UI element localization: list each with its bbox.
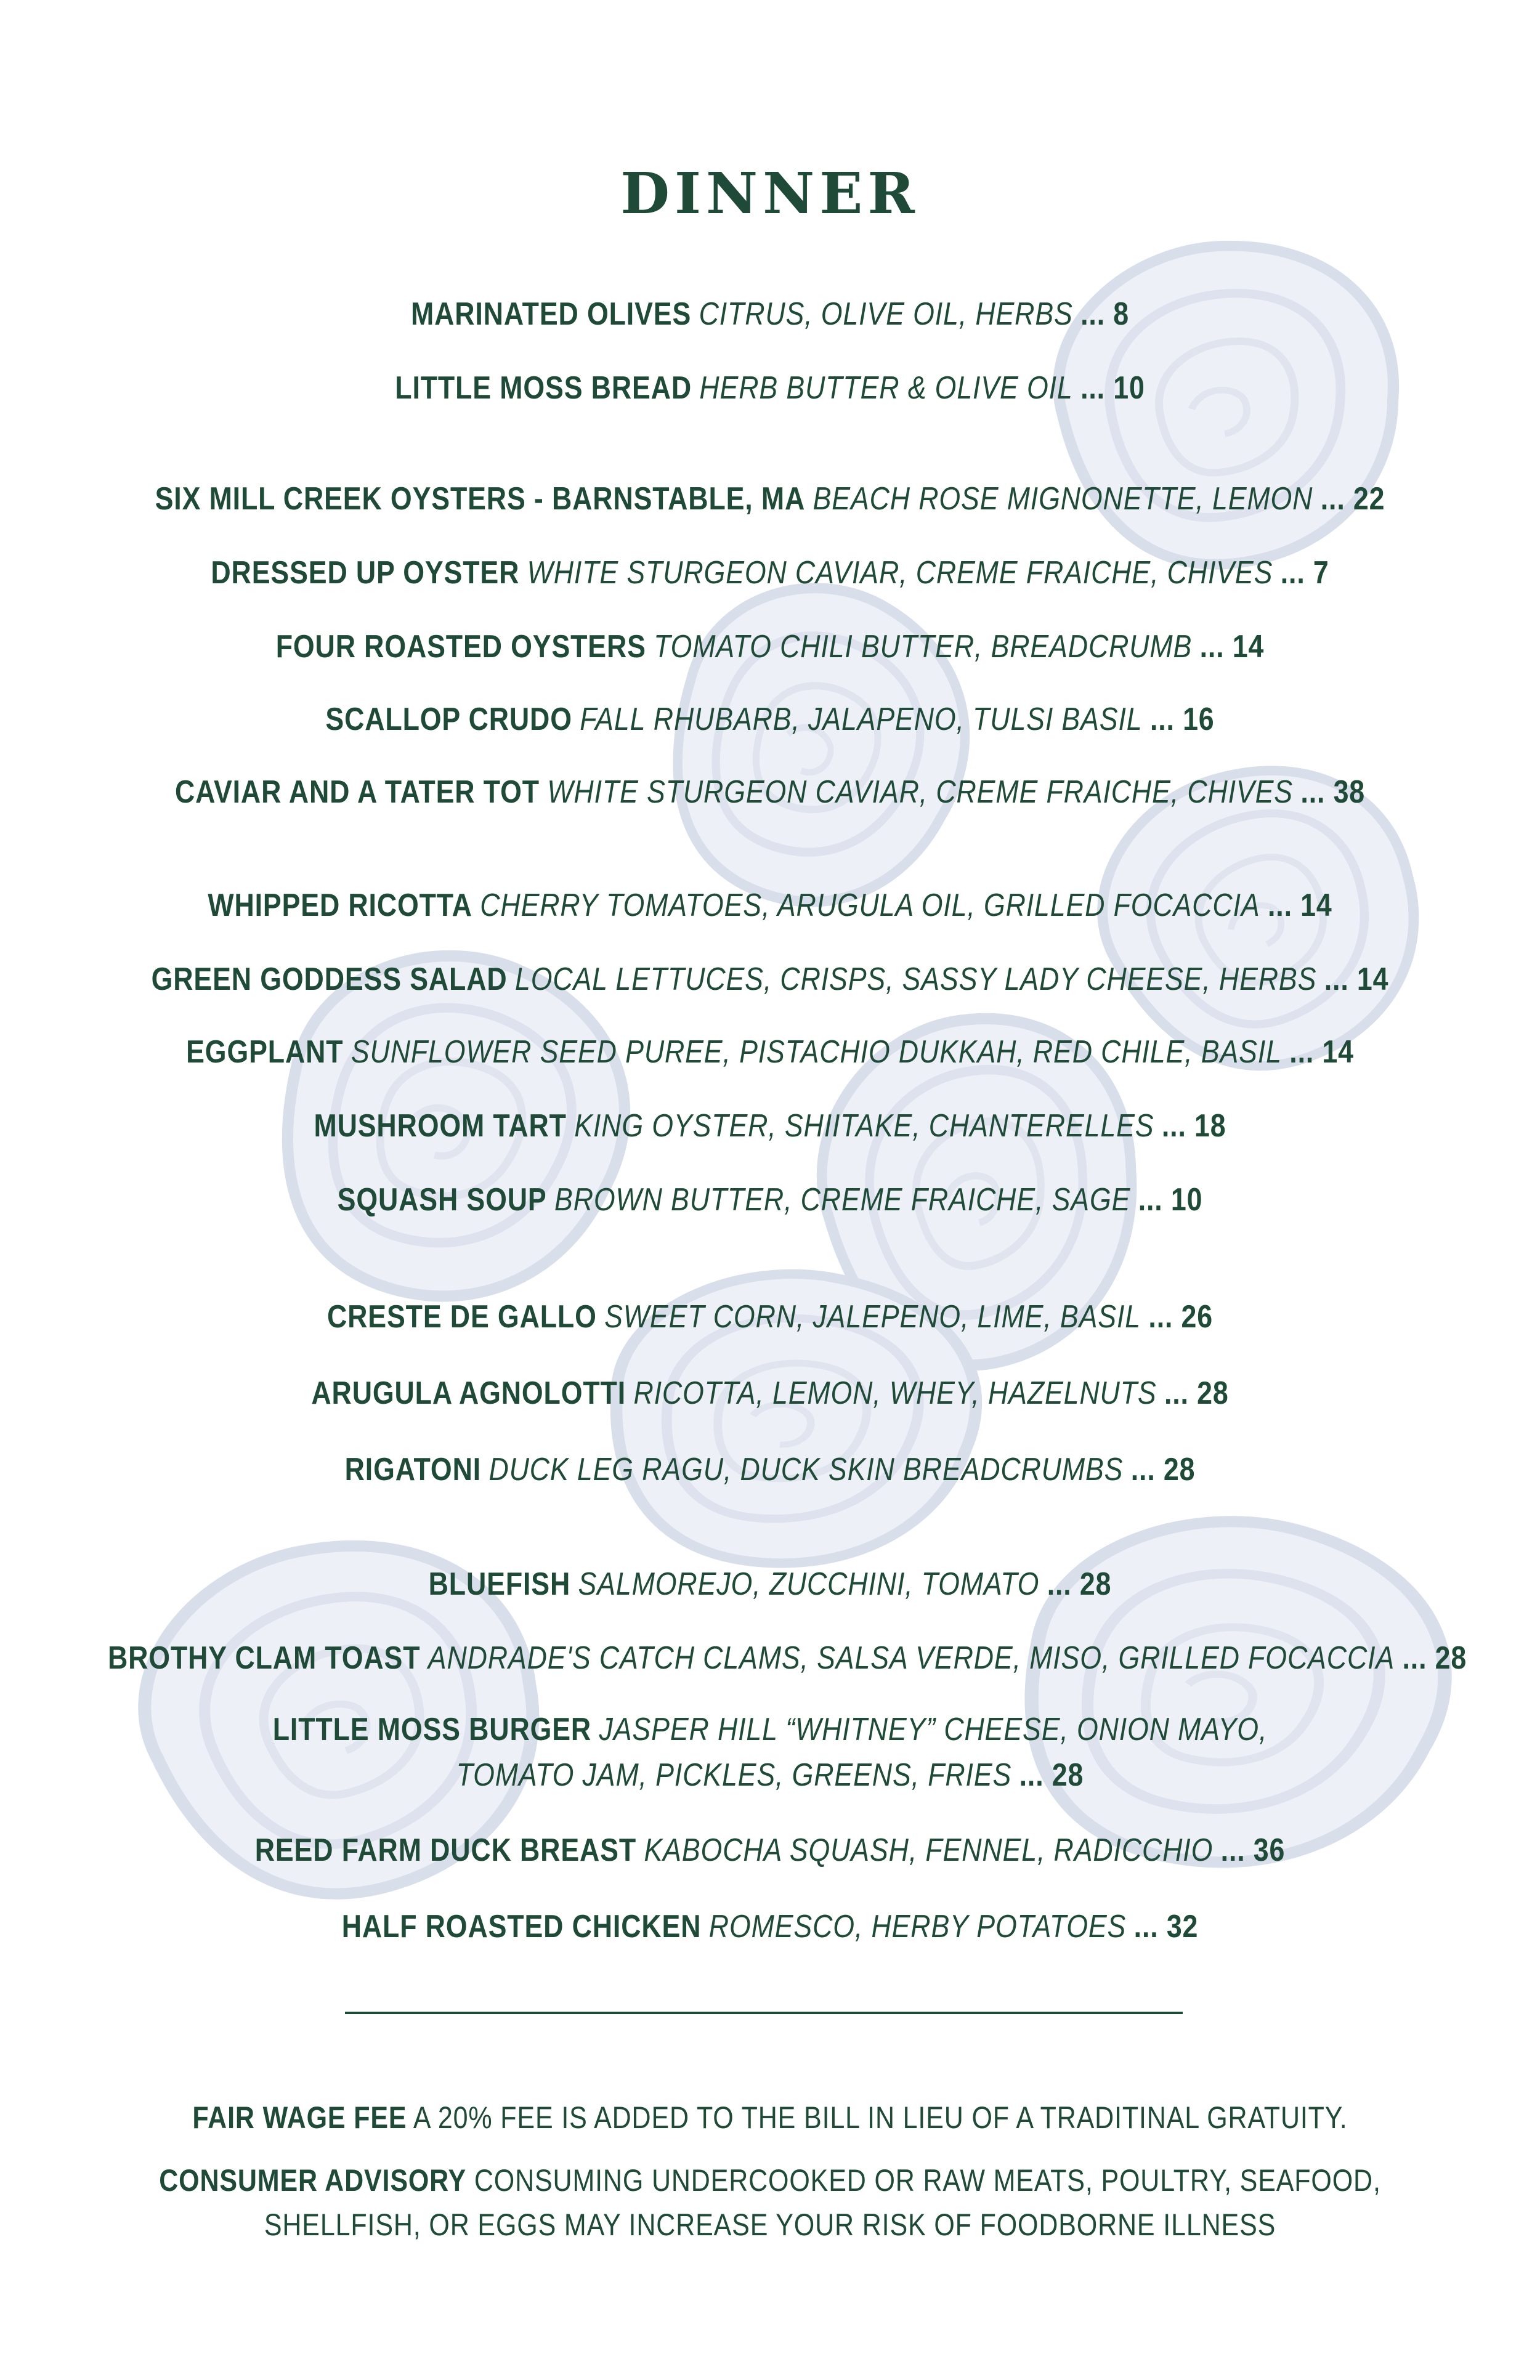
item-name: CAVIAR AND A TATER TOT bbox=[174, 774, 540, 810]
item-description: RICOTTA, LEMON, WHEY, HAZELNUTS bbox=[633, 1375, 1157, 1411]
item-name: REED FARM DUCK BREAST bbox=[254, 1832, 637, 1868]
menu-item bbox=[108, 1449, 1432, 1491]
item-description: JASPER HILL “WHITNEY” CHEESE, ONION MAYO, bbox=[599, 1712, 1268, 1747]
item-price: ... 26 bbox=[1148, 1299, 1214, 1335]
item-name: LITTLE MOSS BREAD bbox=[395, 370, 692, 406]
item-price: ... 32 bbox=[1133, 1909, 1199, 1945]
menu-item bbox=[108, 1031, 1432, 1073]
item-price: ... 10 bbox=[1080, 370, 1145, 406]
menu-item bbox=[108, 1296, 1432, 1338]
item-description: LOCAL LETTUCES, CRISPS, SASSY LADY CHEESE, HERBS bbox=[514, 961, 1317, 997]
item-description: HERB BUTTER & OLIVE OIL bbox=[699, 370, 1073, 406]
menu-item-continued bbox=[108, 1754, 1432, 1796]
item-description: DUCK LEG RAGU, DUCK SKIN BREADCRUMBS bbox=[488, 1452, 1124, 1488]
item-price: ... 8 bbox=[1080, 296, 1130, 332]
item-price: ... 28 bbox=[1130, 1452, 1196, 1488]
item-name: SQUASH SOUP bbox=[337, 1182, 547, 1218]
item-description: WHITE STURGEON CAVIAR, CREME FRAICHE, CHIVES bbox=[527, 555, 1273, 591]
fair-wage-text: A 20% FEE IS ADDED TO THE BILL IN LIEU OF A TRADITINAL GRATUITY. bbox=[413, 2100, 1348, 2135]
item-name: RIGATONI bbox=[344, 1452, 482, 1488]
item-price: ... 16 bbox=[1149, 702, 1215, 737]
menu-item bbox=[108, 771, 1432, 813]
menu-item bbox=[108, 626, 1432, 668]
menu-item bbox=[108, 1637, 1467, 1679]
menu-item bbox=[108, 1105, 1432, 1147]
item-price: ... 14 bbox=[1199, 629, 1265, 665]
item-description: KING OYSTER, SHIITAKE, CHANTERELLES bbox=[574, 1108, 1154, 1144]
item-description: SUNFLOWER SEED PUREE, PISTACHIO DUKKAH, RED CHILE, BASIL bbox=[351, 1034, 1282, 1070]
item-description: BEACH ROSE MIGNONETTE, LEMON bbox=[813, 481, 1313, 517]
menu-item bbox=[108, 698, 1432, 740]
menu-item bbox=[108, 1563, 1432, 1605]
item-name: SIX MILL CREEK OYSTERS - BARNSTABLE, MA bbox=[155, 481, 806, 517]
item-description: FALL RHUBARB, JALAPENO, TULSI BASIL bbox=[580, 702, 1143, 737]
item-description: SWEET CORN, JALEPENO, LIME, BASIL bbox=[604, 1299, 1141, 1335]
menu-item bbox=[108, 293, 1432, 335]
item-price: ... 28 bbox=[1047, 1566, 1112, 1602]
item-description: TOMATO JAM, PICKLES, GREENS, FRIES bbox=[456, 1757, 1012, 1793]
menu-item bbox=[108, 1709, 1432, 1751]
item-price: ... 28 bbox=[1164, 1375, 1229, 1411]
advisory-label: CONSUMER ADVISORY bbox=[159, 2163, 467, 2198]
item-name: GREEN GODDESS SALAD bbox=[151, 961, 508, 997]
item-description: KABOCHA SQUASH, FENNEL, RADICCHIO bbox=[644, 1832, 1214, 1868]
menu-item bbox=[108, 884, 1432, 926]
item-name: WHIPPED RICOTTA bbox=[208, 888, 472, 923]
fair-wage-label: FAIR WAGE FEE bbox=[192, 2100, 407, 2135]
menu-title: DINNER bbox=[620, 160, 920, 227]
item-price: ... 7 bbox=[1280, 555, 1329, 591]
item-description: CITRUS, OLIVE OIL, HERBS bbox=[699, 296, 1073, 332]
menu-item bbox=[108, 1906, 1432, 1948]
item-description: WHITE STURGEON CAVIAR, CREME FRAICHE, CHIVES bbox=[547, 774, 1293, 810]
fair-wage-note bbox=[108, 2098, 1432, 2137]
item-price: ... 14 bbox=[1267, 888, 1332, 923]
item-price: ... 28 bbox=[1402, 1640, 1467, 1676]
item-price: ... 38 bbox=[1300, 774, 1366, 810]
item-price: ... 22 bbox=[1320, 481, 1385, 517]
menu-item bbox=[108, 1829, 1432, 1871]
item-name: SCALLOP CRUDO bbox=[325, 702, 572, 737]
menu-item bbox=[108, 552, 1432, 594]
divider bbox=[345, 2012, 1183, 2014]
item-name: ARUGULA AGNOLOTTI bbox=[311, 1375, 626, 1411]
item-name: CRESTE DE GALLO bbox=[326, 1299, 597, 1335]
consumer-advisory-note-continued bbox=[108, 2205, 1432, 2244]
menu-item bbox=[108, 478, 1432, 520]
menu-item bbox=[108, 1179, 1432, 1221]
item-price: ... 14 bbox=[1289, 1034, 1354, 1070]
item-name: DRESSED UP OYSTER bbox=[211, 555, 520, 591]
item-name: EGGPLANT bbox=[186, 1034, 344, 1070]
item-name: FOUR ROASTED OYSTERS bbox=[275, 629, 646, 665]
menu-item bbox=[108, 367, 1432, 409]
item-price: ... 10 bbox=[1138, 1182, 1203, 1218]
item-description: ROMESCO, HERBY POTATOES bbox=[708, 1909, 1127, 1945]
consumer-advisory-note bbox=[108, 2161, 1432, 2200]
item-price: ... 14 bbox=[1324, 961, 1389, 997]
item-price: ... 18 bbox=[1161, 1108, 1226, 1144]
item-name: MUSHROOM TART bbox=[314, 1108, 567, 1144]
item-name: MARINATED OLIVES bbox=[410, 296, 692, 332]
item-price: ... 28 bbox=[1019, 1757, 1084, 1793]
item-description: SALMOREJO, ZUCCHINI, TOMATO bbox=[578, 1566, 1040, 1602]
item-description: BROWN BUTTER, CREME FRAICHE, SAGE bbox=[554, 1182, 1131, 1218]
item-name: BLUEFISH bbox=[428, 1566, 571, 1602]
menu-item bbox=[108, 1372, 1432, 1414]
advisory-text: CONSUMING UNDERCOOKED OR RAW MEATS, POULTRY, SEAFOOD, bbox=[474, 2163, 1381, 2198]
item-description: TOMATO CHILI BUTTER, BREADCRUMB bbox=[654, 629, 1193, 665]
item-description: CHERRY TOMATOES, ARUGULA OIL, GRILLED FOCACCIA bbox=[480, 888, 1260, 923]
item-name: LITTLE MOSS BURGER bbox=[272, 1712, 592, 1747]
advisory-text: SHELLFISH, OR EGGS MAY INCREASE YOUR RISK OF FOODBORNE ILLNESS bbox=[264, 2208, 1276, 2242]
item-name: HALF ROASTED CHICKEN bbox=[341, 1909, 702, 1945]
item-name: BROTHY CLAM TOAST bbox=[108, 1640, 421, 1676]
item-description: ANDRADE'S CATCH CLAMS, SALSA VERDE, MISO, GRILLED FOCACCIA bbox=[428, 1640, 1395, 1676]
menu-item bbox=[108, 958, 1432, 1000]
item-price: ... 36 bbox=[1220, 1832, 1286, 1868]
